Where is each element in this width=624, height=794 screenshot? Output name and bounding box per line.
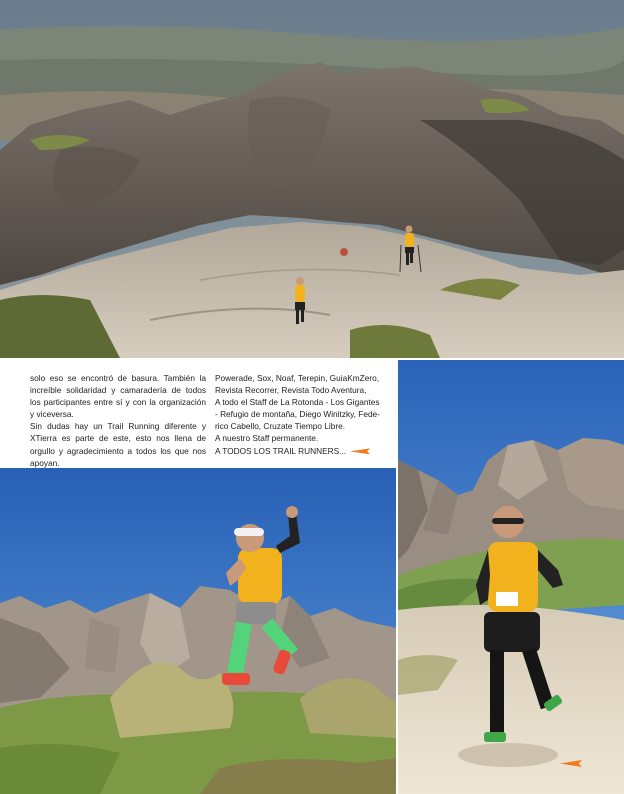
article-left-column: [30, 372, 206, 469]
end-arrow-icon: [350, 448, 370, 454]
acknowledgement-line: Revista Recorrer, Revista Todo Aventura,: [215, 385, 367, 396]
acknowledgement-line: - Refugio de montaña, Diego Winitzky, Fede-: [215, 409, 380, 420]
acknowledgement-line: A nuestro Staff permanente.: [215, 433, 319, 444]
article-paragraph: solo eso se encontró de basura. También la increíble solidaridad y camaradería de todos los participantes entre sí y con la organización y viceversa.: [30, 373, 206, 420]
mountain-trail-photo: [0, 0, 624, 358]
acknowledgement-line: A todo el Staff de La Rotonda - Los Gigantes: [215, 397, 380, 408]
acknowledgement-text: A TODOS LOS TRAIL RUNNERS...: [215, 445, 347, 456]
runner-jumping-photo: [0, 468, 396, 794]
acknowledgement-line-final: [215, 445, 391, 457]
article-paragraph: Sin dudas hay un Trail Running diferente y XTierra es parte de este, esto nos llena de orgullo y agradecimiento a todos los que nos apoyan.: [30, 421, 206, 468]
acknowledgement-line: Powerade, Sox, Noaf, Terepin, GuiaKmZero,: [215, 373, 380, 383]
runner-trail-photo: [398, 360, 624, 794]
article-right-column: [215, 372, 391, 457]
acknowledgement-line: rico Cabello, Cruzate Tiempo Libre.: [215, 421, 346, 432]
